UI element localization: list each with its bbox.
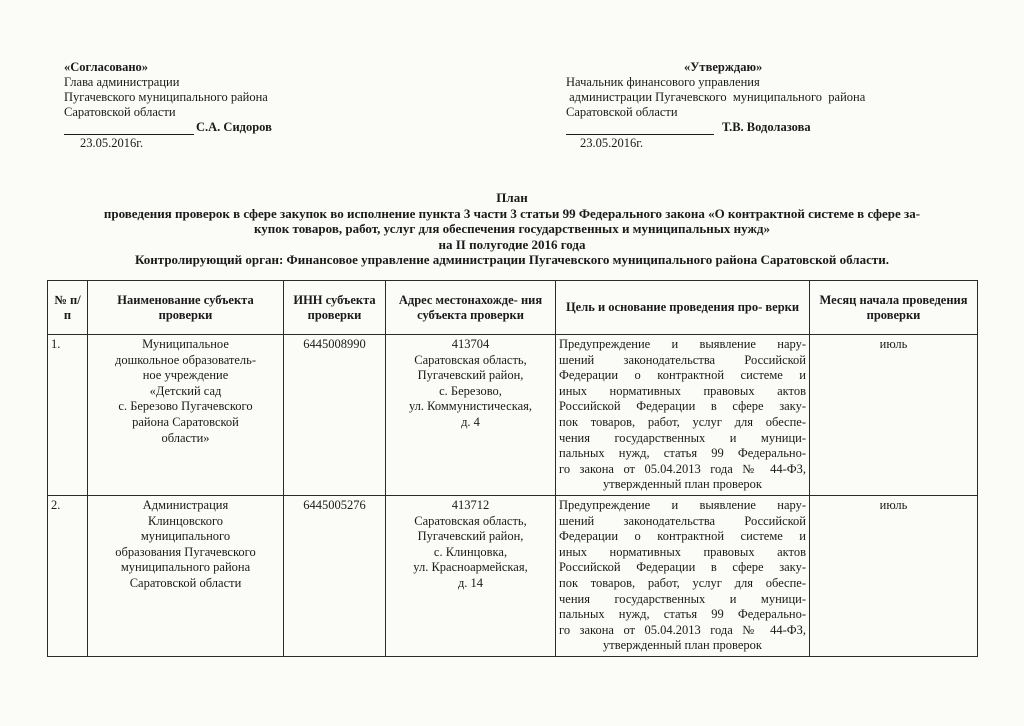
subject-inn: 6445008990 <box>284 335 386 496</box>
cell-line: Саратовской области <box>129 575 242 590</box>
subject-inn: 6445005276 <box>284 495 386 656</box>
approvals-block <box>0 60 1024 160</box>
start-month: июль <box>810 495 978 656</box>
cell-line: муниципального района <box>120 560 251 575</box>
cell-line: муниципального <box>140 529 231 544</box>
cell-line: Администрация <box>142 497 229 512</box>
header-text: Цель и основание проведения про- <box>565 300 763 314</box>
approval-approved-line: Начальник финансового управления <box>566 75 760 89</box>
approval-agreed-line: Глава администрации <box>64 75 180 89</box>
col-header-address <box>386 281 556 335</box>
cell-line: чения государственных и муници- <box>559 591 806 606</box>
approval-agreed-heading: «Согласовано» <box>64 60 149 74</box>
header-text: верки <box>765 300 800 314</box>
approval-approved <box>566 60 966 151</box>
plan-supervisory-body: Контролирующий орган: Финансовое управление администрации Пугачевского муниципального района Саратовской области. <box>135 252 889 267</box>
cell-line: дошкольное образователь- <box>114 352 257 367</box>
plan-title <box>40 190 984 268</box>
cell-line: с. Березово, <box>439 383 502 398</box>
subject-name <box>88 495 284 656</box>
table-row <box>48 335 978 496</box>
cell-line: Пугачевский район, <box>417 368 524 383</box>
inspection-purpose <box>556 495 810 656</box>
cell-line: 413704 <box>451 337 490 351</box>
cell-line: чения государственных и муници- <box>559 430 806 445</box>
row-number: 2. <box>48 495 88 656</box>
table-header-row <box>48 281 978 335</box>
approval-agreed-date: 23.05.2016г. <box>80 136 144 150</box>
header-text: ИНН <box>293 292 323 307</box>
cell-line: 413712 <box>451 497 490 512</box>
cell-line: го закона от 05.04.2013 года № 44-ФЗ, <box>559 461 806 476</box>
cell-line: Федерации о контрактной системе и <box>559 529 806 544</box>
cell-line: утвержденный план проверок <box>603 477 762 492</box>
col-header-number <box>48 281 88 335</box>
approval-approved-signature <box>566 120 966 135</box>
cell-line: района Саратовской <box>132 414 239 429</box>
approval-agreed-line: Саратовской области <box>64 105 176 119</box>
cell-line: Предупреждение и выявление нару- <box>559 497 806 512</box>
subject-address <box>386 495 556 656</box>
header-text: субъекта <box>325 292 376 307</box>
table-row <box>48 495 978 656</box>
header-text: п/п <box>63 292 81 322</box>
cell-line: пальных нужд, статья 99 Федерально- <box>559 446 806 461</box>
cell-line: Пугачевский район, <box>417 529 524 544</box>
subject-address <box>386 335 556 496</box>
row-number: 1. <box>48 335 88 496</box>
start-month: июль <box>810 335 978 496</box>
header-text: ния субъекта проверки <box>417 292 543 322</box>
approval-approved-date: 23.05.2016г. <box>580 136 644 150</box>
header-text: проверки <box>158 307 213 322</box>
cell-line: утвержденный план проверок <box>603 638 762 653</box>
cell-line: Саратовская область, <box>414 513 527 528</box>
cell-line: Российской Федерации в сфере заку- <box>559 399 806 414</box>
cell-line: пок товаров, работ, услуг для обеспе- <box>559 414 806 429</box>
header-text: Месяц начала <box>819 292 900 307</box>
cell-line: иных нормативных правовых актов <box>559 544 806 559</box>
approval-approved-line: Саратовской области <box>566 105 678 119</box>
plan-title-line: План <box>496 190 528 205</box>
inspection-plan-table <box>47 280 978 657</box>
cell-line: пальных нужд, статья 99 Федерально- <box>559 607 806 622</box>
cell-line: шений законодательства Российской <box>559 513 806 528</box>
approval-approved-line: администрации Пугачевского муниципального района <box>566 90 866 104</box>
header-text: № <box>54 292 67 307</box>
cell-line: Федерации о контрактной системе и <box>559 368 806 383</box>
cell-line: ул. Красноармейская, <box>413 560 528 575</box>
header-text: Наименование субъекта <box>117 292 254 307</box>
cell-line: «Детский сад <box>149 383 222 398</box>
plan-title-line: купок товаров, работ, услуг для обеспечения государственных и муниципальных нужд» <box>253 221 770 236</box>
approval-agreed-line: Пугачевского муниципального района <box>64 90 268 104</box>
header-text: проведения <box>902 292 968 307</box>
cell-line: Муниципальное <box>142 337 229 351</box>
cell-line: ул. Коммунистическая, <box>408 399 533 414</box>
cell-line: иных нормативных правовых актов <box>559 383 806 398</box>
cell-line: д. 4 <box>461 414 480 429</box>
approval-approved-heading: «Утверждаю» <box>684 60 763 74</box>
approval-agreed-signer: С.А. Сидоров <box>196 120 272 134</box>
header-text: проверки <box>866 307 921 322</box>
approval-agreed <box>64 60 364 151</box>
plan-title-line: проведения проверок в сфере закупок во исполнение пункта 3 части 3 статьи 99 Федерального закона «О контрактной системе в сфере за- <box>103 205 921 221</box>
cell-line: ное учреждение <box>142 368 229 383</box>
cell-line: Клинцовского <box>147 513 224 528</box>
plan-title-line: на II полугодие 2016 года <box>438 236 586 252</box>
cell-line: пок товаров, работ, услуг для обеспе- <box>559 575 806 590</box>
approval-approved-signer: Т.В. Водолазова <box>722 120 811 134</box>
cell-line: образования Пугачевского <box>115 544 256 559</box>
header-text: Адрес местонахожде- <box>398 292 518 307</box>
col-header-inn <box>284 281 386 335</box>
header-text: проверки <box>307 307 362 322</box>
cell-line: с. Клинцовка, <box>433 544 508 559</box>
cell-line: Саратовская область, <box>414 352 527 367</box>
signature-line <box>64 121 194 135</box>
col-header-purpose <box>556 281 810 335</box>
cell-line: Российской Федерации в сфере заку- <box>559 560 806 575</box>
cell-line: с. Березово Пугачевского <box>118 399 253 414</box>
cell-line: шений законодательства Российской <box>559 352 806 367</box>
subject-name <box>88 335 284 496</box>
inspection-purpose <box>556 335 810 496</box>
cell-line: д. 14 <box>457 575 484 590</box>
cell-line: го закона от 05.04.2013 года № 44-ФЗ, <box>559 622 806 637</box>
cell-line: области» <box>161 430 210 445</box>
col-header-subject-name <box>88 281 284 335</box>
approval-agreed-signature <box>64 120 364 135</box>
col-header-start-month <box>810 281 978 335</box>
signature-line <box>566 121 714 135</box>
cell-line: Предупреждение и выявление нару- <box>559 337 806 351</box>
